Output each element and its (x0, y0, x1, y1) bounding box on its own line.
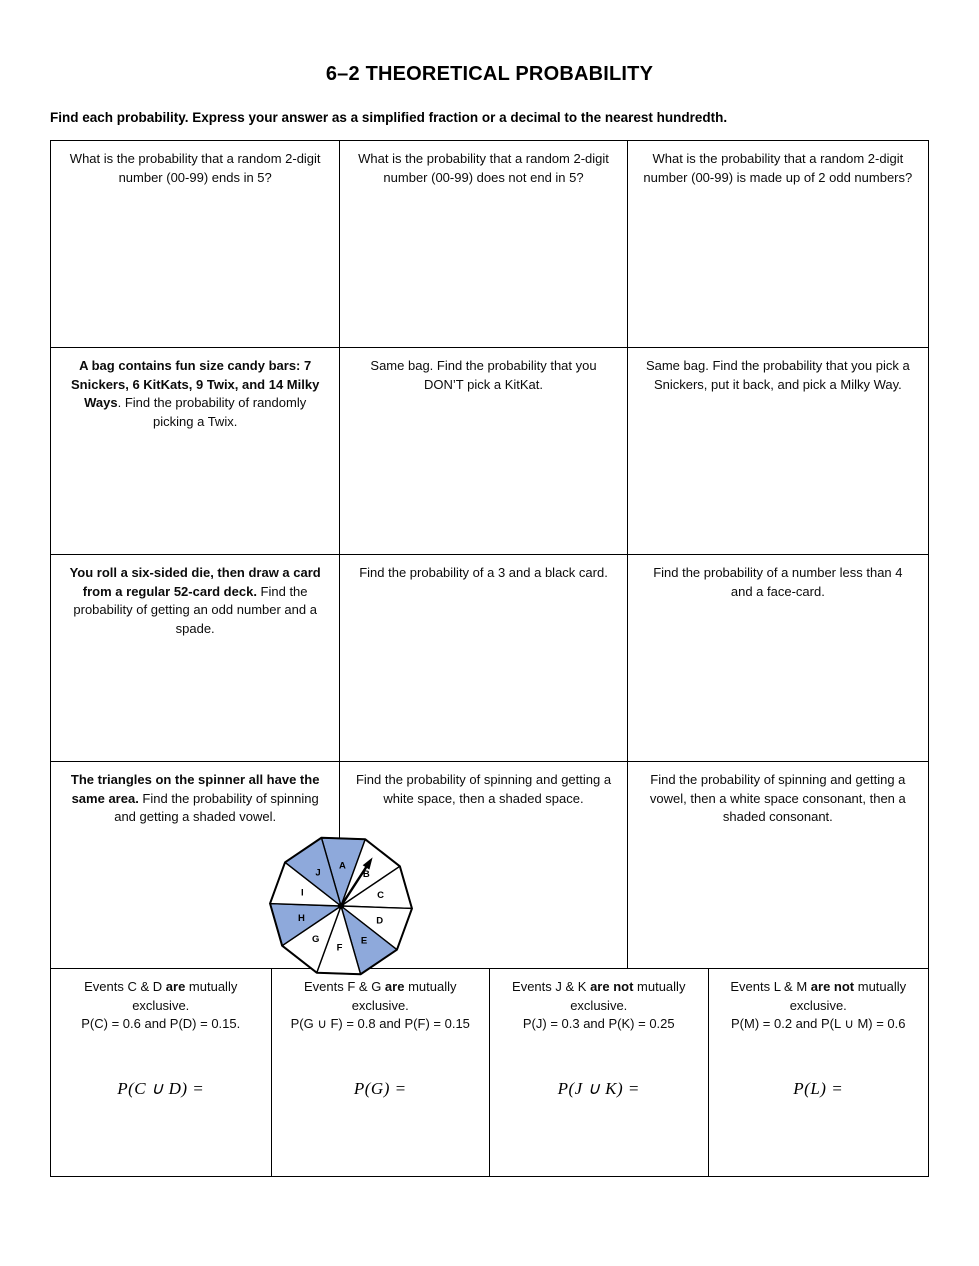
math-expression: P(C ∪ D) = (117, 1078, 205, 1098)
question-text: What is the probability that a random 2-digit number (00-99) is made up of 2 odd numbers? (643, 151, 913, 185)
question-cell (340, 141, 627, 347)
question-text: Events J & K are not mutually exclusive. (512, 979, 686, 1013)
svg-text:I: I (300, 887, 304, 899)
svg-text:E: E (360, 935, 368, 947)
question-text: Find the probability of a 3 and a black card. (359, 565, 608, 580)
question-cell (709, 969, 929, 1176)
question-cell (272, 969, 491, 1176)
svg-text:F: F (336, 942, 343, 954)
table-row (51, 348, 928, 555)
math-expression: P(J ∪ K) = (557, 1078, 640, 1098)
question-cell (51, 969, 272, 1176)
math-expression: P(G) = (353, 1078, 407, 1098)
question-text: Events F & G are mutually exclusive. (304, 979, 457, 1013)
svg-text:B: B (362, 869, 370, 881)
question-cell (628, 555, 928, 761)
question-cell (340, 555, 627, 761)
question-cell (51, 141, 340, 347)
math-expression: P(L) = (793, 1078, 844, 1098)
svg-text:G: G (311, 933, 320, 945)
probability-values: P(C) = 0.6 and P(D) = 0.15. (81, 1016, 241, 1031)
table-row (51, 969, 928, 1176)
question-cell (490, 969, 709, 1176)
question-text: Find the probability of spinning and getting a white space, then a shaded space. (355, 772, 612, 806)
question-cell (51, 555, 340, 761)
worksheet-table (50, 140, 929, 1177)
svg-text:H: H (297, 912, 305, 924)
spinner-graphic-wrap (266, 834, 416, 979)
question-cell (628, 141, 928, 347)
question-text: A bag contains fun size candy bars: 7 Snickers, 6 KitKats, 9 Twix, and 14 Milky Ways. Find the probability of randomly picking a Twix. (71, 358, 320, 429)
question-cell (628, 348, 928, 554)
question-text: The triangles on the spinner all have the same area. Find the probability of spinning and getting a shaded vowel. (70, 772, 320, 824)
question-text: Same bag. Find the probability that you DON’T pick a KitKat. (370, 358, 597, 392)
question-cell (628, 762, 928, 968)
table-row (51, 141, 928, 348)
svg-text:J: J (315, 867, 321, 879)
table-row (51, 762, 928, 969)
question-text: Events L & M are not mutually exclusive. (730, 979, 907, 1013)
instruction-text: Find each probability. Express your answer as a simplified fraction or a decimal to the nearest hundredth. (50, 110, 728, 125)
question-cell (340, 348, 627, 554)
question-text: Same bag. Find the probability that you pick a Snickers, put it back, and pick a Milky Way. (645, 358, 910, 392)
question-text: What is the probability that a random 2-digit number (00-99) does not end in 5? (358, 151, 609, 185)
probability-values: P(M) = 0.2 and P(L ∪ M) = 0.6 (731, 1016, 906, 1031)
spinner-graphic (266, 834, 416, 979)
table-row (51, 555, 928, 762)
svg-text:C: C (377, 890, 385, 902)
question-cell (51, 348, 340, 554)
probability-values: P(G ∪ F) = 0.8 and P(F) = 0.15 (290, 1016, 470, 1031)
probability-values: P(J) = 0.3 and P(K) = 0.25 (522, 1016, 675, 1031)
question-text: You roll a six-sided die, then draw a card from a regular 52-card deck. Find the probability of getting an odd number and a spade. (69, 565, 321, 636)
svg-text:D: D (376, 915, 384, 927)
question-text: What is the probability that a random 2-digit number (00-99) ends in 5? (69, 151, 321, 185)
svg-text:A: A (338, 860, 346, 872)
question-text: Find the probability of spinning and getting a vowel, then a white space consonant, then a shaded consonant. (649, 772, 906, 824)
page-title: 6–2 THEORETICAL PROBABILITY (325, 63, 654, 85)
question-text: Events C & D are mutually exclusive. (84, 979, 238, 1013)
question-text: Find the probability of a number less than 4 and a face-card. (653, 565, 903, 599)
